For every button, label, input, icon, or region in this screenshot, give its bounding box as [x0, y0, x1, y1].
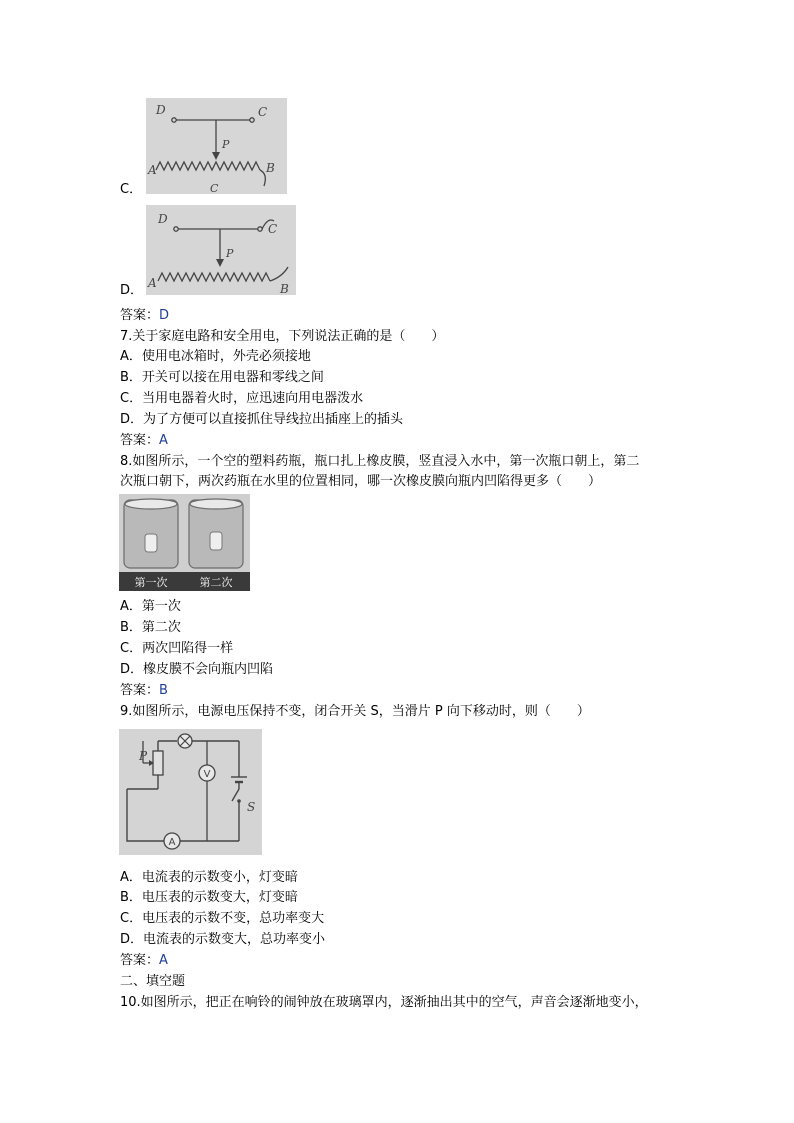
q8-option-d: D．橡皮膜不会向瓶内凹陷 [120, 662, 274, 677]
q8-option-b: B．第二次 [120, 620, 181, 635]
fig-6c-label-p: P [222, 138, 230, 151]
fig-6c-label-a: A [148, 163, 157, 177]
q8-stem-line2: 次瓶口朝下，两次药瓶在水里的位置相同，哪一次橡皮膜向瓶内凹陷得更多（ ） [120, 474, 602, 489]
q7-option-b: B．开关可以接在用电器和零线之间 [120, 370, 324, 385]
q9-answer [120, 952, 168, 969]
q7-answer [120, 432, 168, 449]
figure-9-circuit [119, 729, 262, 855]
fig-9-label-v: V [203, 769, 211, 780]
answer-value: B [159, 683, 168, 698]
q9-option-d: D．电流表的示数变大，总功率变小 [120, 932, 326, 947]
fig-9-label-a: A [168, 837, 176, 848]
option-c-label: C． [120, 182, 143, 197]
answer-prefix: 答案： [120, 433, 160, 448]
q7-option-a: A．使用电冰箱时，外壳必须接地 [120, 349, 311, 364]
figure-6c-slider-circuit [146, 98, 287, 194]
q7-stem: 7.关于家庭电路和安全用电，下列说法正确的是（ ） [120, 329, 445, 344]
fig-6c-label-c: C [258, 105, 268, 119]
fig-6d-label-p: P [226, 247, 234, 260]
q8-option-c: C．两次凹陷得一样 [120, 641, 234, 656]
fig-8-label-first: 第一次 [134, 576, 168, 589]
fig-9-label-p: P [139, 749, 148, 763]
fig-9-label-s: S [247, 800, 256, 814]
fig-6d-label-b: B [280, 282, 289, 295]
q9-stem: 9.如图所示，电源电压保持不变，闭合开关 S，当滑片 P 向下移动时，则（ ） [120, 704, 590, 719]
fig-6d-label-c: C [268, 222, 278, 236]
q7-option-c: C．当用电器着火时，应迅速向用电器泼水 [120, 391, 364, 406]
answer-prefix: 答案： [120, 683, 160, 698]
q8-answer [120, 682, 168, 699]
option-d-label: D． [120, 283, 144, 298]
q9-option-a: A．电流表的示数变小，灯变暗 [120, 870, 298, 885]
q6-answer [120, 307, 169, 324]
fig-8-label-second: 第二次 [199, 576, 233, 589]
answer-value: D [159, 308, 170, 323]
answer-value: A [159, 953, 168, 968]
q9-option-c: C．电压表的示数不变，总功率变大 [120, 911, 325, 926]
fig-6c-label-d: D [156, 103, 166, 117]
fig-6c-caption: C [210, 182, 219, 194]
q7-option-d: D．为了方便可以直接抓住导线拉出插座上的插头 [120, 412, 404, 427]
q8-stem-line1: 8.如图所示，一个空的塑料药瓶，瓶口扎上橡皮膜，竖直浸入水中，第一次瓶口朝上，第二 [120, 454, 640, 469]
answer-prefix: 答案： [120, 953, 160, 968]
q8-option-a: A．第一次 [120, 599, 181, 614]
figure-8-bottles-in-water [119, 494, 250, 591]
fig-6d-label-a: A [148, 276, 157, 290]
answer-value: A [159, 433, 168, 448]
section-title-fill-in: 二、填空题 [120, 974, 186, 989]
fig-6d-label-d: D [158, 212, 168, 226]
answer-prefix: 答案： [120, 308, 160, 323]
figure-6d-slider-circuit [146, 205, 296, 295]
q9-option-b: B．电压表的示数变大，灯变暗 [120, 890, 298, 905]
q10-stem: 10.如图所示，把正在响铃的闹钟放在玻璃罩内，逐渐抽出其中的空气，声音会逐渐地变小， [120, 995, 648, 1010]
fig-6c-label-b: B [266, 161, 275, 175]
